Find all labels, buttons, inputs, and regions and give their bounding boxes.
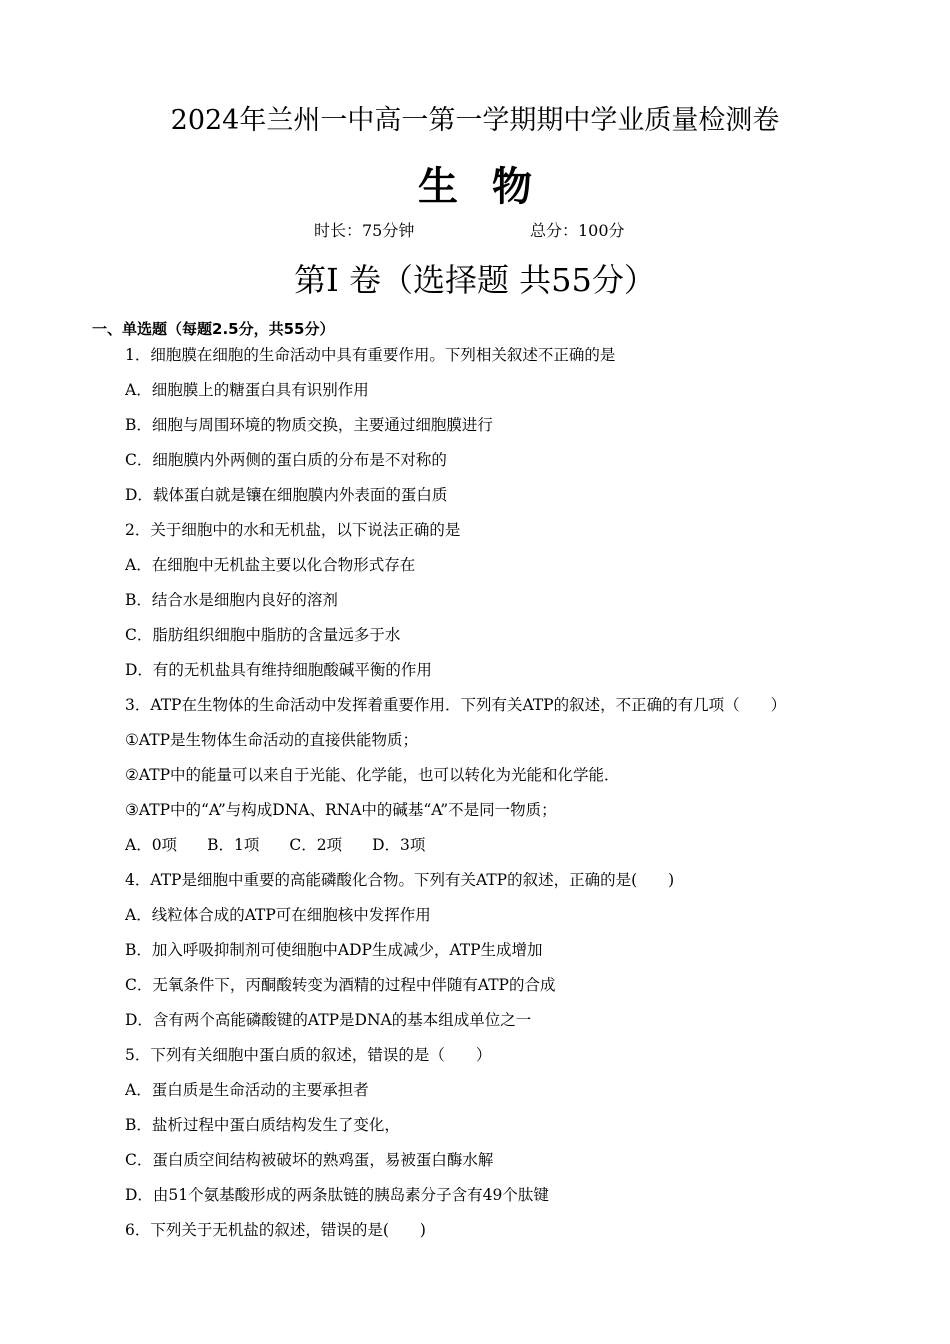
statement-item: ②ATP中的能量可以来自于光能、化学能，也可以转化为光能和化学能．	[125, 766, 620, 784]
option-c: C．无氧条件下，丙酮酸转变为酒精的过程中伴随有ATP的合成	[125, 976, 556, 994]
option-d: D．有的无机盐具有维持细胞酸碱平衡的作用	[125, 661, 432, 679]
option-c: C．细胞膜内外两侧的蛋白质的分布是不对称的	[125, 451, 447, 469]
option-d: D．载体蛋白就是镶在细胞膜内外表面的蛋白质	[125, 486, 448, 504]
option-a: A．蛋白质是生命活动的主要承担者	[125, 1081, 369, 1099]
exam-total-score: 总分：100分	[530, 221, 625, 240]
question-stem: 3．ATP在生物体的生命活动中发挥着重要作用．下列有关ATP的叙述，不正确的有几项（ ）	[125, 696, 787, 714]
option-d: D．由51个氨基酸形成的两条肽链的胰岛素分子含有49个肽键	[125, 1186, 549, 1204]
section-heading: 一、单选题（每题2.5分，共55分）	[92, 320, 335, 338]
question-stem: 6．下列关于无机盐的叙述，错误的是( )	[125, 1221, 426, 1239]
option-a: A．0项	[125, 836, 178, 854]
option-d: D．3项	[372, 836, 426, 854]
exam-title: 2024年兰州一中高一第一学期期中学业质量检测卷	[170, 105, 780, 136]
statement-item: ①ATP是生物体生命活动的直接供能物质；	[125, 731, 419, 749]
option-b: B．细胞与周围环境的物质交换，主要通过细胞膜进行	[125, 416, 493, 434]
option-d: D．含有两个高能磷酸键的ATP是DNA的基本组成单位之一	[125, 1011, 532, 1029]
option-a: A．在细胞中无机盐主要以化合物形式存在	[125, 556, 416, 574]
option-c: C．2项	[289, 836, 343, 854]
exam-duration: 时长：75分钟	[314, 221, 415, 240]
question-stem: 4．ATP是细胞中重要的高能磷酸化合物。下列有关ATP的叙述，正确的是( )	[125, 871, 675, 889]
option-b: B．结合水是细胞内良好的溶剂	[125, 591, 338, 609]
option-b: B．1项	[207, 836, 260, 854]
question-stem: 1．细胞膜在细胞的生命活动中具有重要作用。下列相关叙述不正确的是	[125, 346, 616, 364]
volume-title: 第I 卷（选择题 共55分）	[294, 261, 656, 299]
option-c: C．脂肪组织细胞中脂肪的含量远多于水	[125, 626, 401, 644]
option-a: A．细胞膜上的糖蛋白具有识别作用	[125, 381, 369, 399]
question-stem: 2．关于细胞中的水和无机盐，以下说法正确的是	[125, 521, 461, 539]
option-b: B．加入呼吸抑制剂可使细胞中ADP生成减少，ATP生成增加	[125, 941, 543, 959]
option-b: B．盐析过程中蛋白质结构发生了变化，	[125, 1116, 400, 1134]
question-stem: 5．下列有关细胞中蛋白质的叙述，错误的是（ ）	[125, 1046, 492, 1064]
option-c: C．蛋白质空间结构被破坏的熟鸡蛋，易被蛋白酶水解	[125, 1151, 494, 1169]
option-row	[125, 833, 455, 855]
subject-title: 生物	[418, 163, 566, 210]
statement-item: ③ATP中的“A”与构成DNA、RNA中的碱基“A”不是同一物质；	[125, 801, 557, 819]
option-a: A．线粒体合成的ATP可在细胞核中发挥作用	[125, 906, 431, 924]
